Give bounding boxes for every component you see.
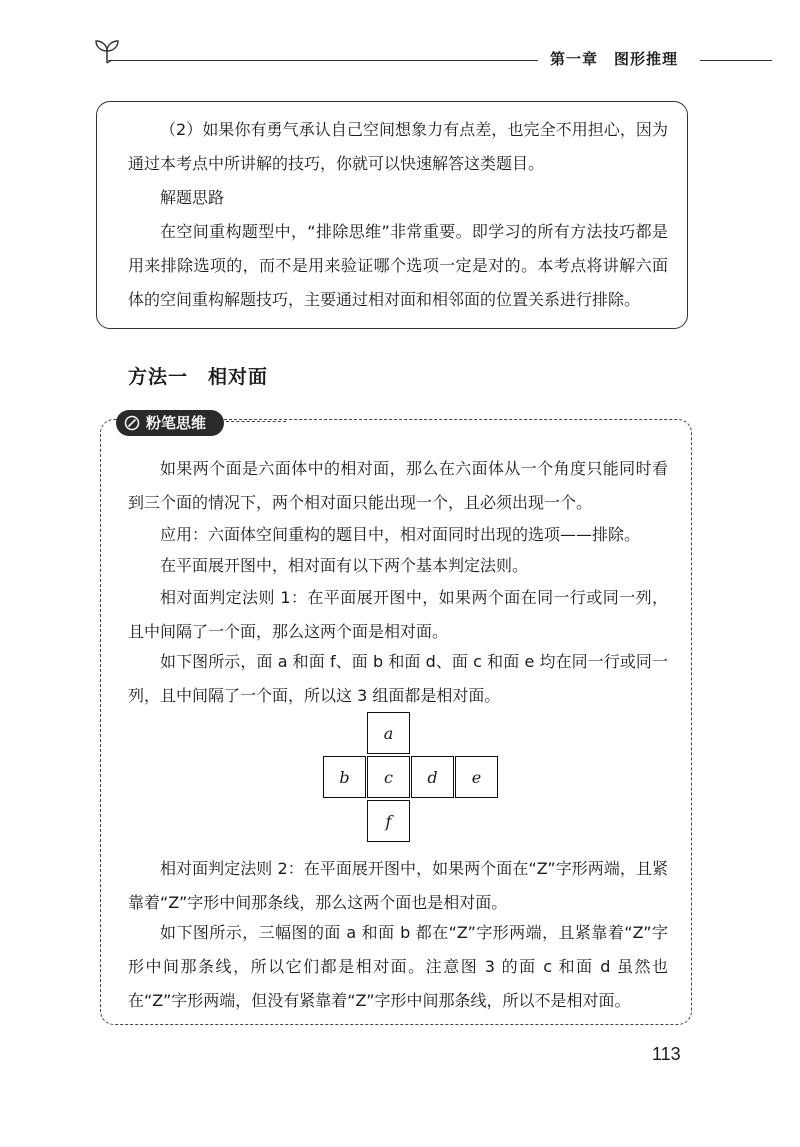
rule-2-paragraph: 相对面判定法则 2：在平面展开图中，如果两个面在“Z”字形两端，且紧靠着“Z”字形中间那条线，那么这两个面也是相对面。 <box>128 859 668 912</box>
chalk-paragraph-3: 在平面展开图中，相对面有以下两个基本判定法则。 <box>160 556 529 575</box>
header-rule-left <box>108 60 538 61</box>
net-face-a: a <box>367 712 410 754</box>
intro-paragraph-1: （2）如果你有勇气承认自己空间想象力有点差，也完全不用担心，因为通过本考点中所讲解的技巧，你就可以快速解答这类题目。 <box>128 120 668 173</box>
net-face-f: f <box>367 800 410 842</box>
cube-net-diagram <box>323 712 503 842</box>
rule-2-example-paragraph: 如下图所示，三幅图的面 a 和面 b 都在“Z”字形两端，且紧靠着“Z”字形中间那条线，所以它们都是相对面。注意图 3 的面 c 和面 d 虽然也在“Z”字形两端，但没有紧靠着“Z”字形中间那条线，所以不是相对面。 <box>128 923 668 1010</box>
chalk-paragraph-2: 应用：六面体空间重构的题目中，相对面同时出现的选项——排除。 <box>160 525 641 544</box>
intro-paragraph-2: 在空间重构题型中，“排除思维”非常重要。即学习的所有方法技巧都是用来排除选项的，而不是用来验证哪个选项一定是对的。本考点将讲解六面体的空间重构解题技巧，主要通过相对面和相邻面的位置关系进行排除。 <box>128 222 668 309</box>
header-rule-right <box>700 60 772 61</box>
method-heading: 方法一 相对面 <box>128 366 269 388</box>
net-face-e: e <box>455 756 498 798</box>
pencil-circle-icon <box>124 415 140 431</box>
chalk-thinking-badge <box>116 410 224 436</box>
badge-tail <box>226 421 286 422</box>
chalk-paragraph-1: 如果两个面是六面体中的相对面，那么在六面体从一个角度只能同时看到三个面的情况下，两个相对面只能出现一个，且必须出现一个。 <box>128 459 668 512</box>
page-number: 113 <box>652 1044 681 1064</box>
badge-label: 粉笔思维 <box>146 414 207 432</box>
rule-1-paragraph: 相对面判定法则 1：在平面展开图中，如果两个面在同一行或同一列，且中间隔了一个面，那么这两个面是相对面。 <box>128 588 668 641</box>
net-face-d: d <box>411 756 454 798</box>
chapter-title: 第一章 图形推理 <box>550 50 679 68</box>
solution-idea-label: 解题思路 <box>160 188 225 207</box>
net-face-b: b <box>323 756 366 798</box>
rule-1-example-paragraph: 如下图所示，面 a 和面 f、面 b 和面 d、面 c 和面 e 均在同一行或同一列，且中间隔了一个面，所以这 3 组面都是相对面。 <box>128 652 668 705</box>
net-face-c: c <box>367 756 410 798</box>
